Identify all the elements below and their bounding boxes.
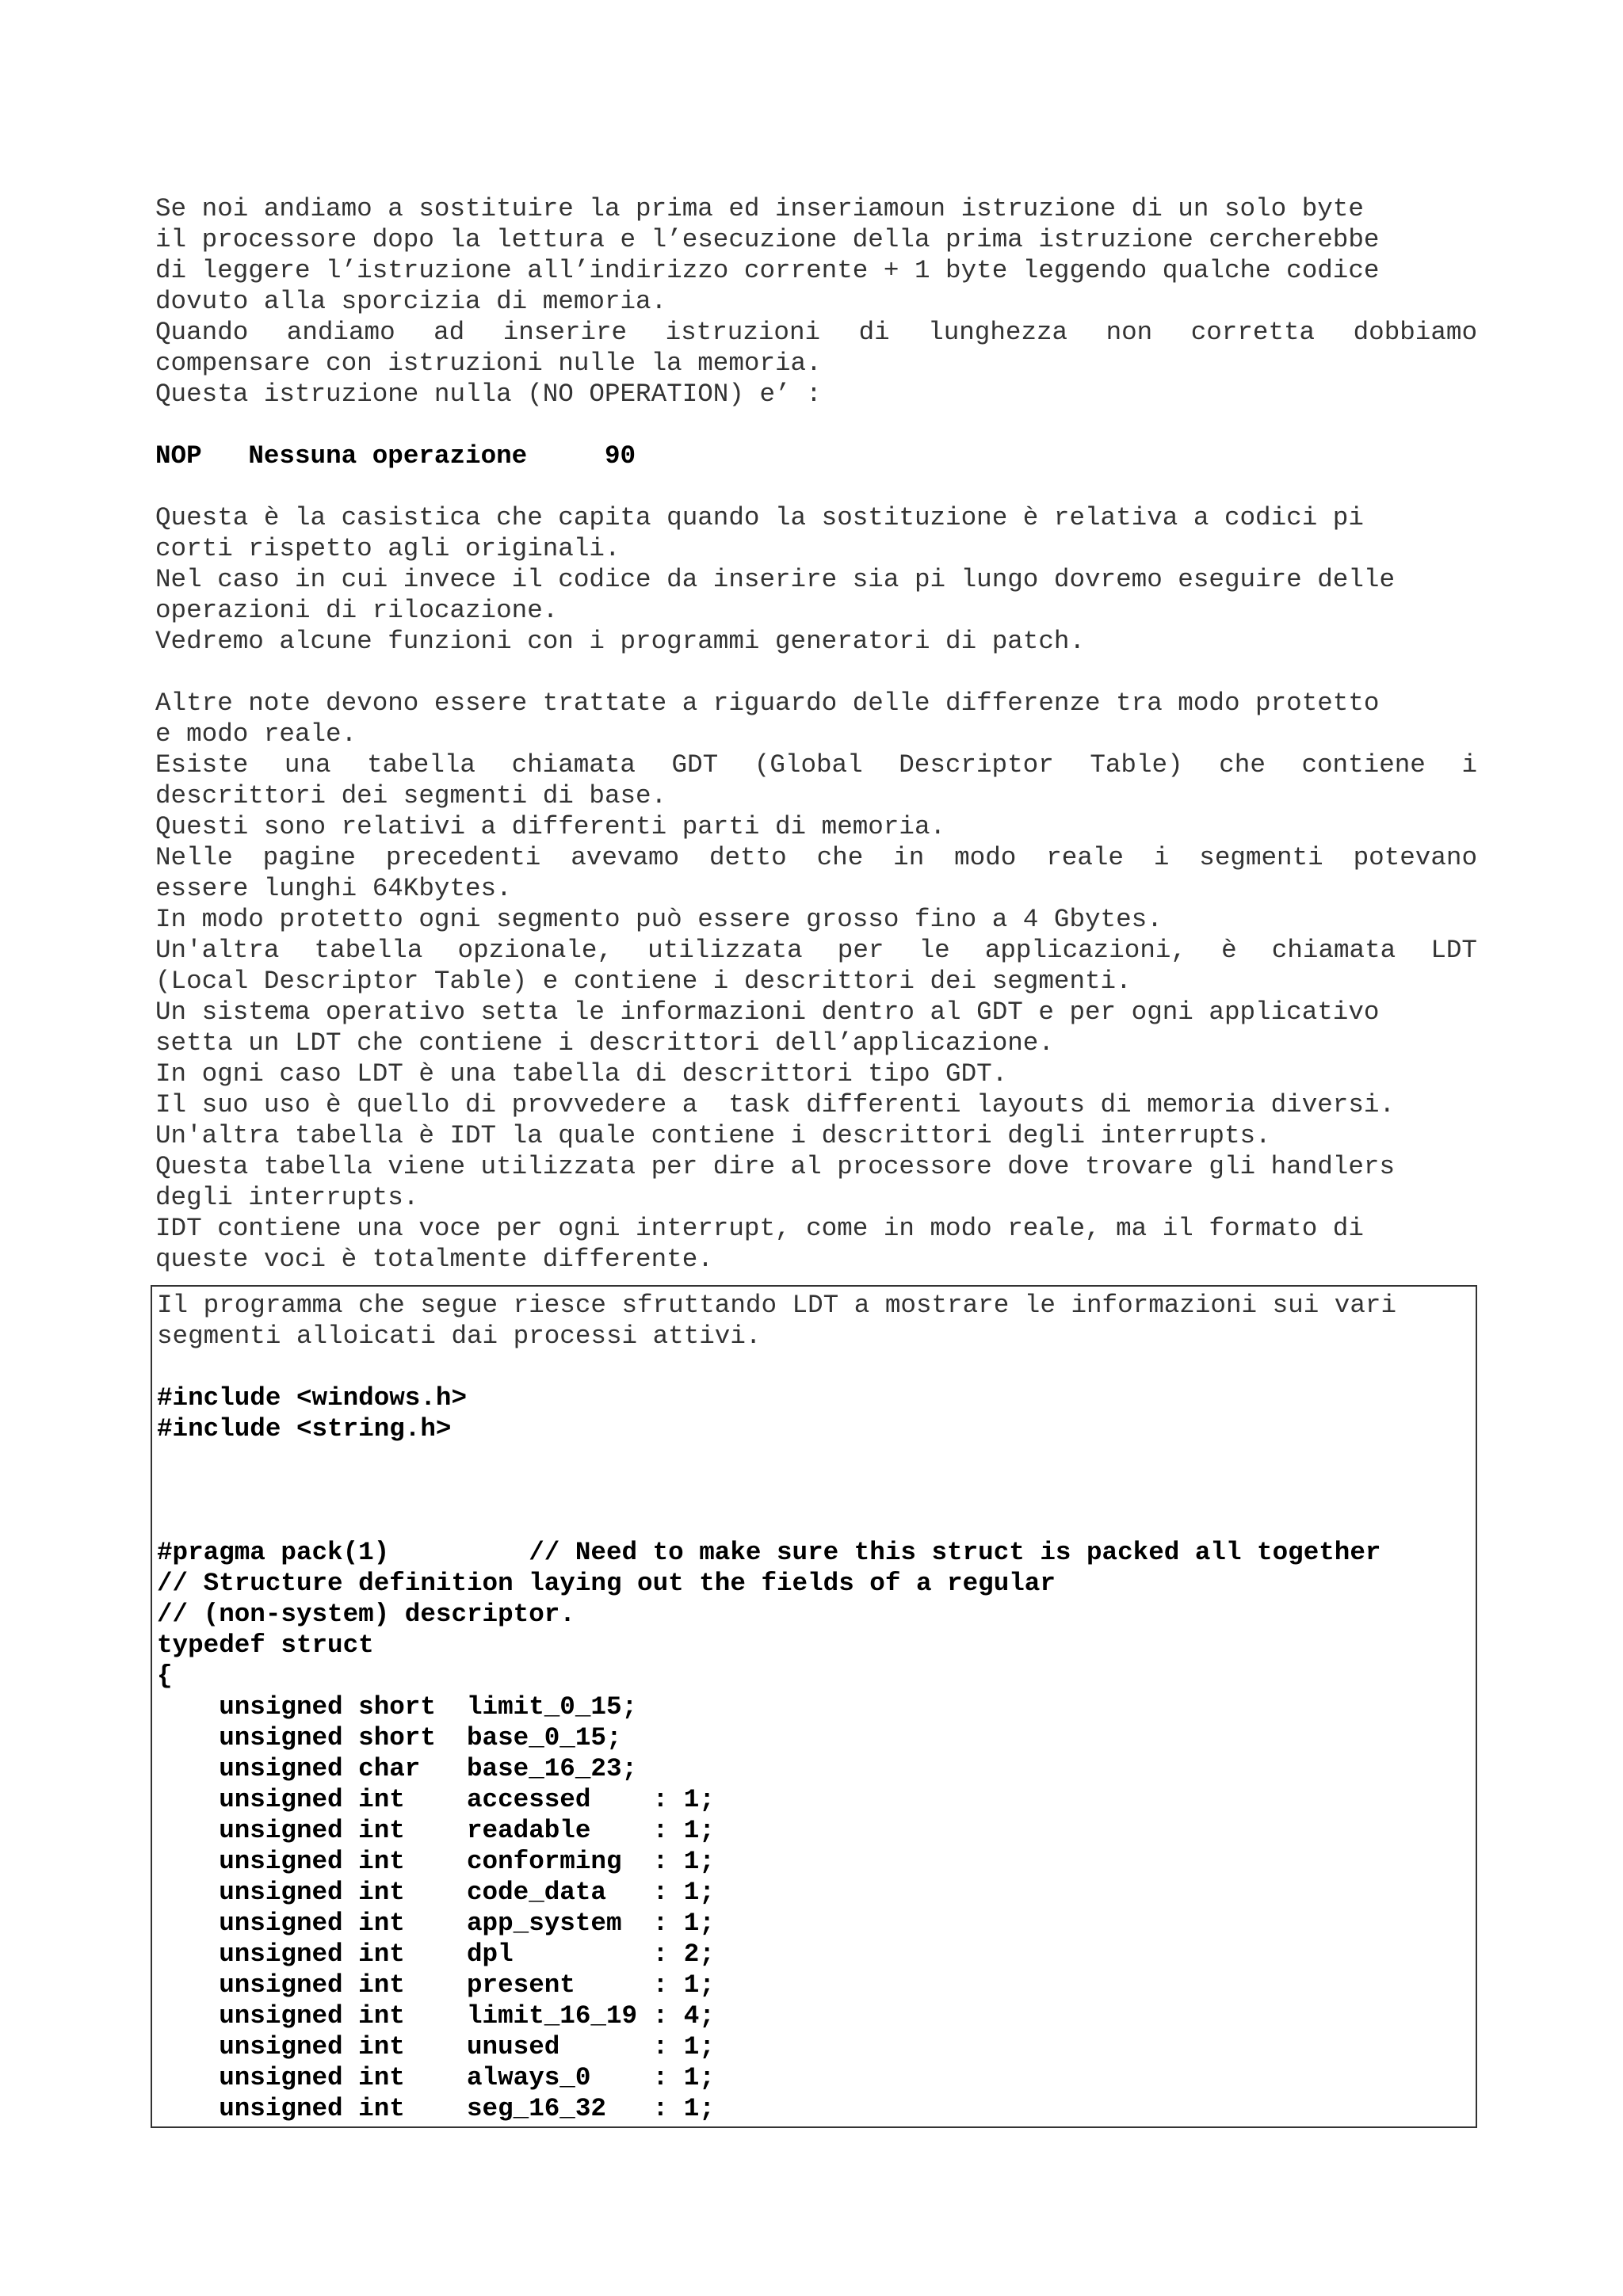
nop-description: Nessuna operazione bbox=[248, 441, 528, 471]
text-line: Altre note devono essere trattate a riguardo delle differenze tra modo protetto bbox=[155, 688, 1380, 718]
code-line: unsigned int unused : 1; bbox=[157, 2032, 715, 2061]
text-line: degli interrupts. bbox=[155, 1183, 419, 1212]
include-line: #include <windows.h> bbox=[157, 1383, 468, 1413]
code-line: unsigned int app_system : 1; bbox=[157, 1909, 715, 1938]
code-listing bbox=[157, 1290, 1474, 2124]
nop-mnemonic: NOP bbox=[155, 441, 202, 471]
text-line: operazioni di rilocazione. bbox=[155, 596, 559, 625]
text-line: dovuto alla sporcizia di memoria. bbox=[155, 287, 667, 316]
text-line: Un sistema operativo setta le informazioni dentro al GDT e per ogni applicativo bbox=[155, 997, 1380, 1027]
code-line: unsigned int code_data : 1; bbox=[157, 1878, 715, 1907]
include-line: #include <string.h> bbox=[157, 1414, 452, 1444]
code-line: unsigned int dpl : 2; bbox=[157, 1939, 715, 1969]
nop-opcode: 90 bbox=[604, 441, 636, 471]
text-line: compensare con istruzioni nulle la memoria. bbox=[155, 349, 822, 378]
text-line: IDT contiene una voce per ogni interrupt, come in modo reale, ma il formato di bbox=[155, 1214, 1364, 1243]
code-line: // (non-system) descriptor. bbox=[157, 1600, 575, 1629]
code-line: unsigned short base_0_15; bbox=[157, 1723, 622, 1753]
text-line: queste voci è totalmente differente. bbox=[155, 1245, 713, 1274]
body-text bbox=[155, 193, 1477, 1275]
nop-instruction-row bbox=[155, 441, 1477, 471]
text-line: Se noi andiamo a sostituire la prima ed inseriamoun istruzione di un solo byte bbox=[155, 194, 1364, 223]
text-line: Questa istruzione nulla (NO OPERATION) e’ : bbox=[155, 379, 822, 409]
code-line: unsigned int readable : 1; bbox=[157, 1816, 715, 1845]
text-line: Questi sono relativi a differenti parti di memoria. bbox=[155, 812, 946, 841]
code-line: // Structure definition laying out the fields of a regular bbox=[157, 1569, 1056, 1598]
blank-line bbox=[157, 1475, 1474, 1506]
text-line: di leggere l’istruzione all’indirizzo corrente + 1 byte leggendo qualche codice bbox=[155, 256, 1380, 285]
code-listing-box bbox=[151, 1285, 1477, 2128]
code-line: unsigned int accessed : 1; bbox=[157, 1785, 715, 1814]
blank-line bbox=[157, 1352, 1474, 1383]
text-line: Il suo uso è quello di provvedere a task differenti layouts di memoria diversi. bbox=[155, 1090, 1396, 1119]
text-line: In ogni caso LDT è una tabella di descrittori tipo GDT. bbox=[155, 1059, 1008, 1089]
text-line: Nelle pagine precedenti avevamo detto che in modo reale i segmenti potevano bbox=[155, 843, 1477, 872]
text-line: Nel caso in cui invece il codice da inserire sia pi lungo dovremo eseguire delle bbox=[155, 565, 1396, 594]
code-intro-line: Il programma che segue riesce sfruttando LDT a mostrare le informazioni sui vari bbox=[157, 1291, 1397, 1320]
code-line: typedef struct bbox=[157, 1630, 374, 1660]
code-line: unsigned short limit_0_15; bbox=[157, 1692, 638, 1722]
code-line: unsigned int limit_16_19 : 4; bbox=[157, 2001, 715, 2031]
text-line: In modo protetto ogni segmento può essere grosso fino a 4 Gbytes. bbox=[155, 905, 1163, 934]
text-line: Un'altra tabella opzionale, utilizzata per le applicazioni, è chiamata LDT bbox=[155, 936, 1477, 965]
blank-line bbox=[155, 410, 1477, 441]
text-line: descrittori dei segmenti di base. bbox=[155, 781, 667, 810]
text-line: il processore dopo la lettura e l’esecuzione della prima istruzione cercherebbe bbox=[155, 225, 1380, 254]
blank-line bbox=[157, 1444, 1474, 1475]
code-line: unsigned int always_0 : 1; bbox=[157, 2063, 715, 2092]
text-line: Esiste una tabella chiamata GDT (Global Descriptor Table) che contiene i bbox=[155, 750, 1477, 780]
code-line: unsigned char base_16_23; bbox=[157, 1754, 638, 1783]
text-line: setta un LDT che contiene i descrittori dell’applicazione. bbox=[155, 1028, 1054, 1058]
text-line: Un'altra tabella è IDT la quale contiene i descrittori degli interrupts. bbox=[155, 1121, 1271, 1150]
text-line: Questa è la casistica che capita quando la sostituzione è relativa a codici pi bbox=[155, 503, 1364, 532]
text-line: Quando andiamo ad inserire istruzioni di lunghezza non corretta dobbiamo bbox=[155, 318, 1477, 347]
code-intro-line: segmenti alloicati dai processi attivi. bbox=[157, 1322, 762, 1351]
code-line: { bbox=[157, 1661, 173, 1691]
blank-line bbox=[155, 471, 1477, 502]
code-line: unsigned int seg_16_32 : 1; bbox=[157, 2094, 715, 2123]
blank-line bbox=[157, 1506, 1474, 1537]
text-line: Vedremo alcune funzioni con i programmi generatori di patch. bbox=[155, 627, 1086, 656]
text-line: e modo reale. bbox=[155, 719, 357, 749]
text-line: essere lunghi 64Kbytes. bbox=[155, 874, 512, 903]
text-line: corti rispetto agli originali. bbox=[155, 534, 621, 563]
text-line: Questa tabella viene utilizzata per dire al processore dove trovare gli handlers bbox=[155, 1152, 1396, 1181]
code-line: #pragma pack(1) // Need to make sure this struct is packed all together bbox=[157, 1538, 1381, 1567]
code-line: unsigned int present : 1; bbox=[157, 1970, 715, 2000]
text-line: (Local Descriptor Table) e contiene i descrittori dei segmenti. bbox=[155, 967, 1132, 996]
code-line: unsigned int conforming : 1; bbox=[157, 1847, 715, 1876]
blank-line bbox=[155, 657, 1477, 688]
